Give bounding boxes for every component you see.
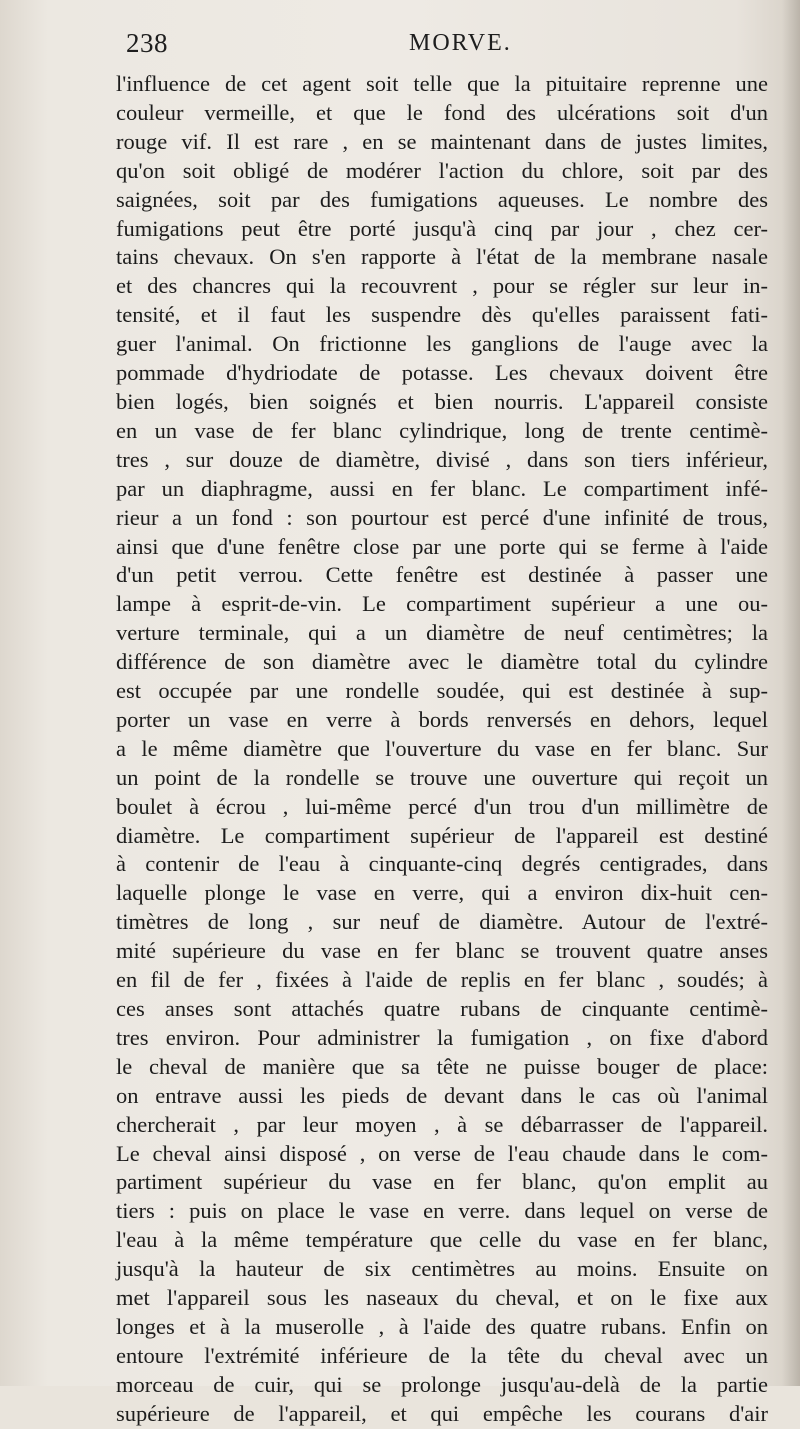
text-line: jusqu'à la hauteur de six centimètres au moins. Ensuite on	[116, 1256, 768, 1282]
text-line: différence de son diamètre avec le diamètre total du cylindre	[116, 649, 768, 675]
text-line: tres , sur douze de diamètre, divisé , dans son tiers inférieur,	[116, 446, 768, 472]
text-line: à contenir de l'eau à cinquante-cinq degrés centigrades, dans	[116, 851, 768, 877]
text-line: par un diaphragme, aussi en fer blanc. Le compartiment infé-	[116, 475, 768, 501]
text-line: rouge vif. Il est rare , en se maintenant dans de justes limites,	[116, 128, 768, 154]
text-line: le cheval de manière que sa tête ne puisse bouger de place:	[116, 1053, 768, 1079]
text-line: on entrave aussi les pieds de devant dans le cas où l'animal	[116, 1082, 768, 1108]
text-line: est occupée par une rondelle soudée, qui est destinée à sup-	[116, 678, 768, 704]
text-line: longes et à la muserolle , à l'aide des quatre rubans. Enfin on	[116, 1313, 768, 1339]
page-header	[126, 28, 766, 62]
text-line: lampe à esprit-de-vin. Le compartiment supérieur a une ou-	[116, 591, 768, 617]
text-line: diamètre. Le compartiment supérieur de l'appareil est destiné	[116, 822, 768, 848]
text-line: l'influence de cet agent soit telle que la pituitaire reprenne une	[116, 71, 768, 96]
text-line: saignées, soit par des fumigations aqueuses. Le nombre des	[116, 186, 768, 212]
text-line: bien logés, bien soignés et bien nourris. L'appareil consiste	[116, 388, 768, 414]
page-number: 238	[126, 28, 168, 58]
body-text	[116, 70, 768, 1429]
text-line: chercherait , par leur moyen , à se débarrasser de l'appareil.	[116, 1111, 768, 1137]
text-line: tains chevaux. On s'en rapporte à l'état de la membrane nasale	[116, 244, 768, 270]
text-line: laquelle plonge le vase en verre, qui a environ dix-huit cen-	[116, 880, 768, 906]
text-line: tres environ. Pour administrer la fumigation , on fixe d'abord	[116, 1024, 768, 1050]
text-line: entoure l'extrémité inférieure de la tête du cheval avec un	[116, 1342, 768, 1368]
text-line: pommade d'hydriodate de potasse. Les chevaux doivent être	[116, 360, 768, 386]
text-line: fumigations peut être porté jusqu'à cinq par jour , chez cer-	[116, 215, 768, 241]
text-line: l'eau à la même température que celle du vase en fer blanc,	[116, 1227, 768, 1253]
text-line: ainsi que d'une fenêtre close par une porte qui se ferme à l'aide	[116, 533, 768, 559]
text-line: d'un petit verrou. Cette fenêtre est destinée à passer une	[116, 562, 768, 588]
text-line: morceau de cuir, qui se prolonge jusqu'au-delà de la partie	[116, 1371, 768, 1397]
text-line: partiment supérieur du vase en fer blanc, qu'on emplit au	[116, 1169, 768, 1195]
text-line: tiers : puis on place le vase en verre. dans lequel on verse de	[116, 1198, 768, 1224]
text-line: mité supérieure du vase en fer blanc se trouvent quatre anses	[116, 938, 768, 964]
text-line: a le même diamètre que l'ouverture du vase en fer blanc. Sur	[116, 735, 768, 761]
text-line: en fil de fer , fixées à l'aide de replis en fer blanc , soudés; à	[116, 967, 768, 993]
text-line: guer l'animal. On frictionne les ganglions de l'auge avec la	[116, 331, 768, 357]
page-edge-shadow	[782, 0, 800, 1386]
text-line: couleur vermeille, et que le fond des ulcérations soit d'un	[116, 99, 768, 125]
text-line: rieur a un fond : son pourtour est percé d'une infinité de trous,	[116, 504, 768, 530]
running-head: MORVE.	[409, 30, 512, 56]
text-line: un point de la rondelle se trouve une ouverture qui reçoit un	[116, 764, 768, 790]
text-line: boulet à écrou , lui-même percé d'un trou d'un millimètre de	[116, 793, 768, 819]
text-line: supérieure de l'appareil, et qui empêche les courans d'air	[116, 1400, 768, 1426]
text-line: et des chancres qui la recouvrent , pour se régler sur leur in-	[116, 273, 768, 299]
text-line: qu'on soit obligé de modérer l'action du chlore, soit par des	[116, 157, 768, 183]
text-line: met l'appareil sous les naseaux du cheval, et on le fixe aux	[116, 1285, 768, 1311]
text-line: porter un vase en verre à bords renversés en dehors, lequel	[116, 706, 768, 732]
text-line: verture terminale, qui a un diamètre de neuf centimètres; la	[116, 620, 768, 646]
text-line: timètres de long , sur neuf de diamètre. Autour de l'extré-	[116, 909, 768, 935]
text-line: ces anses sont attachés quatre rubans de cinquante centimè-	[116, 996, 768, 1021]
text-line: Le cheval ainsi disposé , on verse de l'eau chaude dans le com-	[116, 1140, 768, 1166]
text-line: en un vase de fer blanc cylindrique, long de trente centimè-	[116, 417, 768, 443]
text-line: tensité, et il faut les suspendre dès qu'elles paraissent fati-	[116, 302, 768, 328]
